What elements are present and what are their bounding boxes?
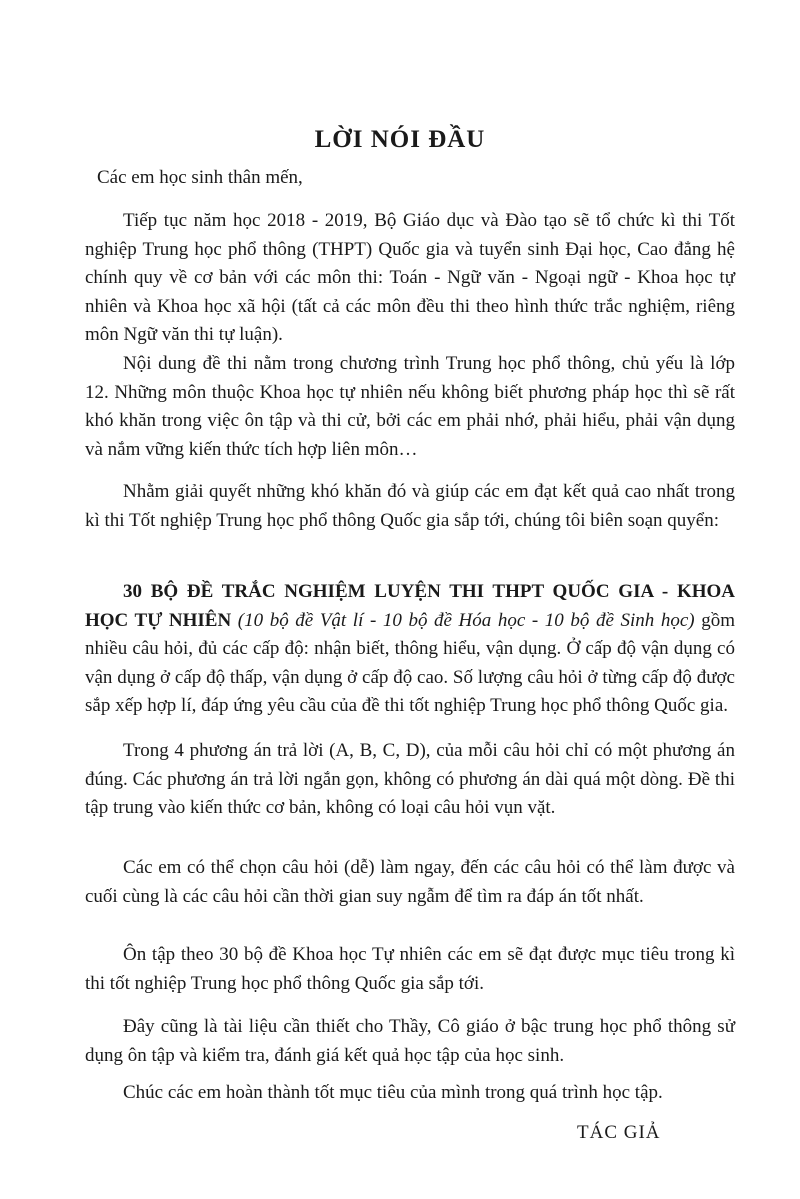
greeting: Các em học sinh thân mến, [97, 167, 303, 188]
book-subtitle: (10 bộ đề Vật lí - 10 bộ đề Hóa học - 10 bộ đề Sinh học) [237, 609, 695, 631]
paragraph-purpose: Nhằm giải quyết những khó khăn đó và giúp các em đạt kết quả cao nhất trong kì thi Tốt nghiệp Trung học phổ thông Quốc gia sắp tới, chúng tôi biên soạn quyển: [85, 481, 735, 531]
paragraph-choose: Các em có thể chọn câu hỏi (dễ) làm ngay, đến các câu hỏi có thể làm được và cuối cùng là các câu hỏi cần thời gian suy ngẫm để tìm ra đáp án tốt nhất. [85, 857, 735, 907]
page-title: LỜI NÓI ĐẦU [314, 126, 486, 153]
paragraph-intro: Tiếp tục năm học 2018 - 2019, Bộ Giáo dục và Đào tạo sẽ tổ chức kì thi Tốt nghiệp Trung học phổ thông (THPT) Quốc gia và tuyển sinh Đại học, Cao đẳng hệ chính quy về cơ bản với các môn thi: Toán - Ngữ văn - Ngoại ngữ - Khoa học tự nhiên và Khoa học xã hội (tất cả các môn đều thi theo hình thức trắc nghiệm, riêng môn Ngữ văn thi tự luận). [85, 210, 735, 345]
paragraph-teachers: Đây cũng là tài liệu cần thiết cho Thầy, Cô giáo ở bậc trung học phổ thông sử dụng ôn tập và kiểm tra, đánh giá kết quả học tập của học sinh. [85, 1016, 735, 1066]
paragraph-answers: Trong 4 phương án trả lời (A, B, C, D), của mỗi câu hỏi chỉ có một phương án đúng. Các phương án trả lời ngắn gọn, không có phương án dài quá một dòng. Đề thi tập trung vào kiến thức cơ bản, không có loại câu hỏi vụn vặt. [85, 740, 735, 818]
paragraph-content: Nội dung đề thi nằm trong chương trình Trung học phổ thông, chủ yếu là lớp 12. Những môn thuộc Khoa học tự nhiên nếu không biết phương pháp học thì sẽ rất khó khăn trong việc ôn tập và thi cử, bởi các em phải nhớ, phải hiểu, phải vận dụng và nắm vững kiến thức tích hợp liên môn… [85, 353, 735, 460]
author-signature: TÁC GIẢ [577, 1122, 661, 1143]
book-title: 30 BỘ ĐỀ TRẮC NGHIỆM LUYỆN THI THPT QUỐC GIA - KHOA HỌC TỰ NHIÊN [85, 581, 735, 631]
paragraph-book [85, 578, 735, 721]
paragraph-review: Ôn tập theo 30 bộ đề Khoa học Tự nhiên các em sẽ đạt được mục tiêu trong kì thi tốt nghiệp Trung học phổ thông Quốc gia sắp tới. [85, 944, 735, 994]
paragraph-wishes: Chúc các em hoàn thành tốt mục tiêu của mình trong quá trình học tập. [123, 1082, 663, 1103]
book-description: gồm nhiều câu hỏi, đủ các cấp độ: nhận biết, thông hiểu, vận dụng. Ở cấp độ vận dụng có vận dụng ở cấp độ thấp, vận dụng ở cấp độ cao. Số lượng câu hỏi ở từng cấp độ được sắp xếp hợp lí, đáp ứng yêu cầu của đề thi tốt nghiệp Trung học phổ thông Quốc gia. [85, 609, 736, 716]
